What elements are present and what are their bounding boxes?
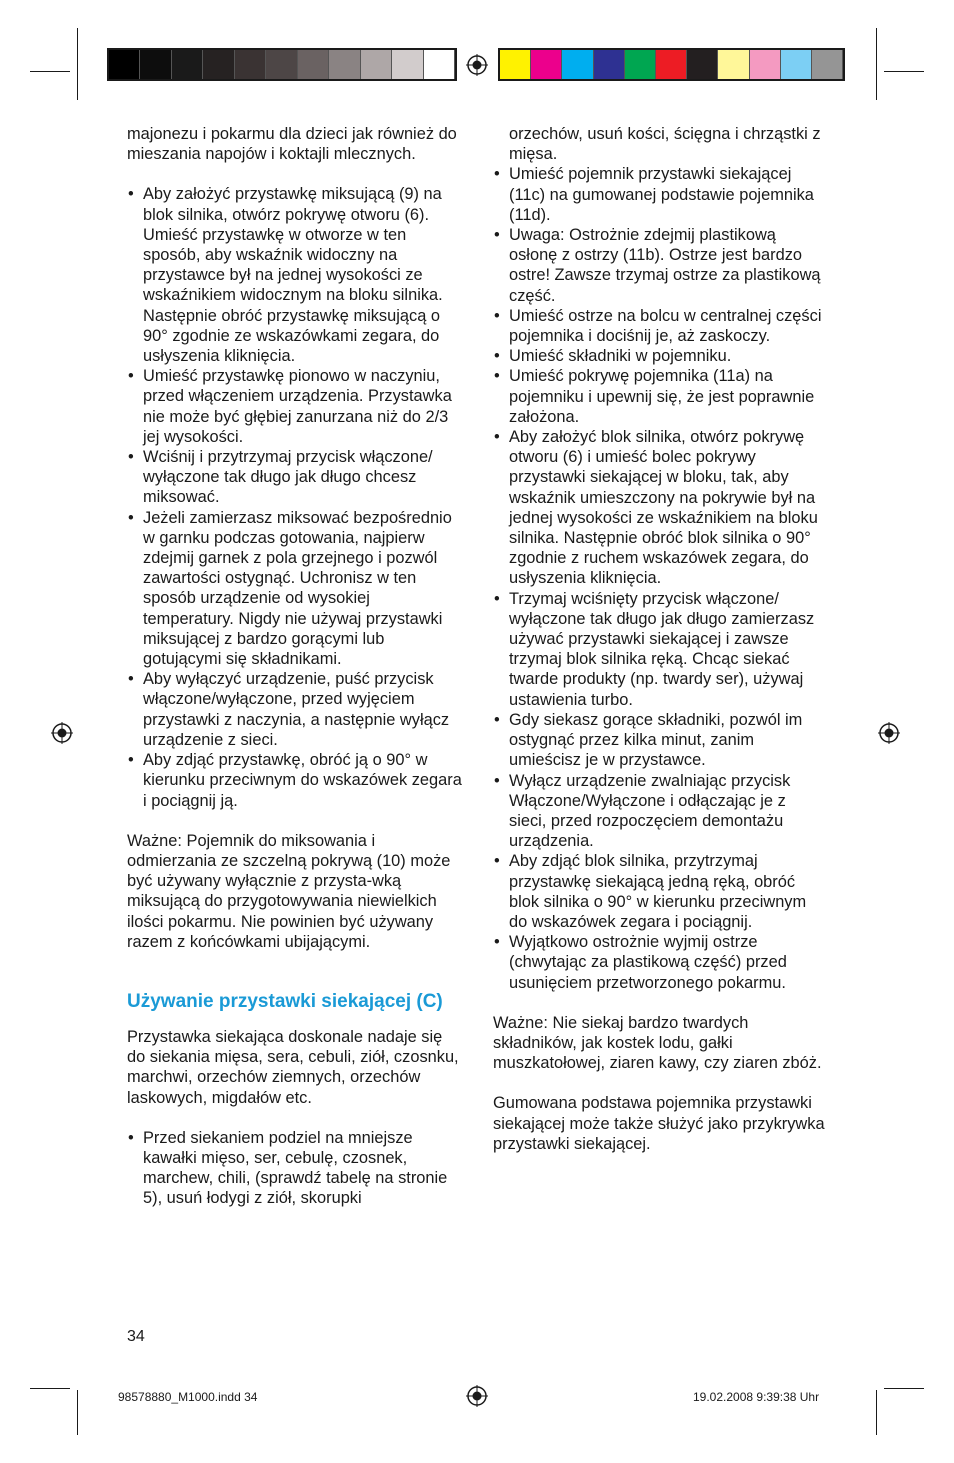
color-swatch <box>500 50 531 79</box>
section-intro-paragraph: Przystawka siekająca doskonale nadaje się do siekania mięsa, sera, cebuli, ziół, czosnku, marchwi, orzechów ziemnych, orzechów laskowych, migdałów etc. <box>127 1027 459 1107</box>
list-item: • Umieść przystawkę pionowo w naczyniu, przed włączeniem urządzenia. Przystawka nie może być głębiej zanurzana niż do 2/3 jej wysokości. <box>127 366 465 447</box>
list-item: • Umieść ostrze na bolcu w centralnej części pojemnika i dociśnij je, aż zaskoczy. <box>493 306 827 346</box>
crop-mark <box>876 28 877 100</box>
list-item: • Aby zdjąć przystawkę, obróć ją o 90° w kierunku przeciwnym do wskazówek zegara i pociągnij ją. <box>127 750 465 811</box>
color-swatch <box>781 50 812 79</box>
color-swatch <box>594 50 625 79</box>
crop-mark <box>884 1388 924 1389</box>
color-swatch <box>562 50 593 79</box>
color-swatch <box>109 50 140 79</box>
list-item: • Jeżeli zamierzasz miksować bezpośrednio w garnku podczas gotowania, najpierw zdejmij garnek z pola grzejnego i pozwól zawartości ostygnąć. Uchronisz w ten sposób urządzenie od wysokiej temperatury. Nigdy nie używaj przystawki miksującej z bardzo gorącymi lub gotującymi się składnikami. <box>127 508 465 670</box>
list-item: • Wyłącz urządzenie zwalniając przycisk Włączone/Wyłączone i odłączając je z sieci, przed rozpoczęciem demontażu urządzenia. <box>493 771 827 852</box>
color-swatch <box>235 50 266 79</box>
footer-timestamp: 19.02.2008 9:39:38 Uhr <box>693 1390 820 1404</box>
color-swatch <box>172 50 203 79</box>
grayscale-calibration-bar <box>107 48 457 81</box>
color-swatch <box>140 50 171 79</box>
color-swatch <box>203 50 234 79</box>
color-swatch <box>718 50 749 79</box>
list-item: • Gdy siekasz gorące składniki, pozwól im ostygnąć przez kilka minut, zanim umieścisz je w przystawce. <box>493 710 827 771</box>
continuation-paragraph: orzechów, usuń kości, ścięgna i chrząstki z mięsa. <box>509 125 821 164</box>
crop-mark <box>77 28 78 100</box>
important-note: Ważne: Nie siekaj bardzo twardych składników, jak kostek lodu, gałki muszkatołowej, ziaren kawy, czy ziaren zbóż. <box>493 1013 822 1073</box>
color-swatch <box>266 50 297 79</box>
left-column <box>127 124 465 1209</box>
list-item: • Umieść składniki w pojemniku. <box>493 346 827 366</box>
list-item: • Wciśnij i przytrzymaj przycisk włączone/ wyłączone tak długo jak długo chcesz miksować. <box>127 447 465 508</box>
registration-mark-icon <box>51 722 73 744</box>
list-item: • Umieść pojemnik przystawki siekającej (11c) na gumowanej podstawie pojemnika (11d). <box>493 164 827 225</box>
chopper-instructions-list <box>127 1128 465 1209</box>
closing-paragraph: Gumowana podstawa pojemnika przystawki siekającej może także służyć jako przykrywka przystawki siekającej. <box>493 1094 825 1153</box>
list-item: • Przed siekaniem podziel na mniejsze kawałki mięso, ser, cebulę, czosnek, marchew, chili, (sprawdź tabelę na stronie 5), usuń łodygi z ziół, skorupki <box>127 1128 465 1209</box>
color-swatch <box>298 50 329 79</box>
list-item: • Uwaga: Ostrożnie zdejmij plastikową osłonę z ostrzy (11b). Ostrze jest bardzo ostre! Zawsze trzymaj ostrze za plastikową część. <box>493 225 827 306</box>
color-swatch <box>625 50 656 79</box>
color-swatch <box>531 50 562 79</box>
registration-mark-icon <box>466 1385 488 1407</box>
crop-mark <box>876 1390 877 1435</box>
crop-mark <box>30 1388 70 1389</box>
footer-filename: 98578880_M1000.indd 34 <box>118 1390 258 1404</box>
usage-instructions-list <box>127 184 465 810</box>
color-swatch <box>392 50 423 79</box>
color-calibration-bar <box>498 48 845 81</box>
intro-paragraph: majonezu i pokarmu dla dzieci jak również do mieszania napojów i koktajli mlecznych. <box>127 125 457 164</box>
list-item: • Aby założyć przystawkę miksującą (9) na blok silnika, otwórz pokrywę otworu (6). Umieść przystawkę w otworze w ten sposób, aby wskaźnik widoczny na przystawce był na jednej wysokości ze wskaźnikiem widocznym na bloku silnika. Następnie obróć przystawkę miksującą o 90° zgodnie ze wskazówkami zegara, do usłyszenia kliknięcia. <box>127 184 465 366</box>
color-swatch <box>750 50 781 79</box>
crop-mark <box>884 71 924 72</box>
color-swatch <box>361 50 392 79</box>
crop-mark <box>30 71 70 72</box>
section-heading: Używanie przystawki siekającej (C) <box>127 990 443 1012</box>
registration-mark-icon <box>466 54 488 76</box>
color-swatch <box>687 50 718 79</box>
important-note: Ważne: Pojemnik do miksowania i odmierzania ze szczelną pokrywą (10) może być używany wyłącznie z przysta-wką miksującą do przygotowywania niewielkich ilości pokarmu. Nie powinien być używany razem z końcówkami ubijającymi. <box>127 831 451 951</box>
chopper-steps-list <box>493 164 827 992</box>
page-number: 34 <box>127 1328 145 1345</box>
crop-mark <box>77 1390 78 1435</box>
list-item: • Aby wyłączyć urządzenie, puść przycisk włączone/wyłączone, przed wyjęciem przystawki z naczynia, a następnie wyłącz urządzenie z sieci. <box>127 669 465 750</box>
color-swatch <box>812 50 843 79</box>
list-item: • Aby założyć blok silnika, otwórz pokrywę otworu (6) i umieść bolec pokrywy przystawki siekającej w bloku, tak, aby wskaźnik umieszczony na pokrywie był na jednej wysokości ze wskaźnikiem na bloku silnika. Następnie obróć blok silnika o 90° zgodnie z ruchem wskazówek zegara, do usłyszenia kliknięcia. <box>493 427 827 589</box>
registration-mark-icon <box>878 722 900 744</box>
list-item: • Aby zdjąć blok silnika, przytrzymaj przystawkę siekającą jedną ręką, obróć blok silnika o 90° w kierunku przeciwnym do wskazówek zegara i pociągnij. <box>493 851 827 932</box>
color-swatch <box>329 50 360 79</box>
right-column <box>493 124 827 1154</box>
list-item: • Umieść pokrywę pojemnika (11a) na pojemniku i upewnij się, że jest poprawnie założona. <box>493 366 827 427</box>
list-item: • Wyjątkowo ostrożnie wyjmij ostrze (chwytając za plastikową część) przed usunięciem przetworzonego pokarmu. <box>493 932 827 993</box>
color-swatch <box>424 50 455 79</box>
list-item: • Trzymaj wciśnięty przycisk włączone/ wyłączone tak długo jak długo zamierzasz używać przystawki siekającej i zawsze trzymaj blok silnika ręką. Chcąc siekać twarde produkty (np. twardy ser), używaj ustawienia turbo. <box>493 589 827 710</box>
color-swatch <box>656 50 687 79</box>
